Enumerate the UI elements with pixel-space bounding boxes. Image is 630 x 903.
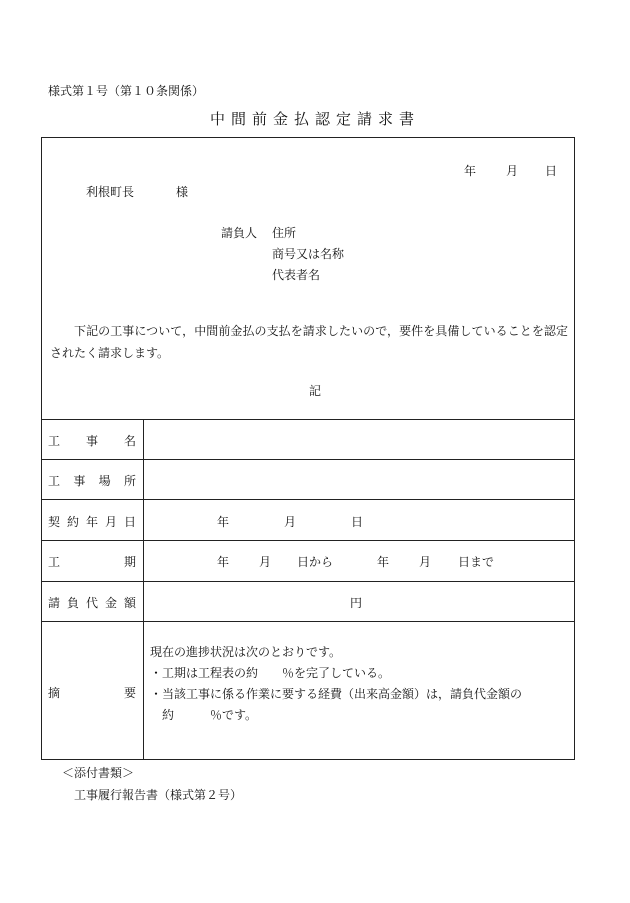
contract-amount-unit: 円 (350, 596, 363, 610)
row-label-work-location: 工 事 場 所 (48, 474, 136, 488)
attachment-item: 工事履行報告書（様式第２号） (74, 788, 243, 802)
remarks-line-2: ・工期は工程表の約 ％を完了している。 (150, 666, 391, 680)
row-label-remarks: 摘 要 (48, 686, 136, 700)
remarks-line-1: 現在の進捗状況は次のとおりです。 (150, 645, 342, 659)
document-title: 中間前金払認定請求書 (209, 110, 420, 128)
period-from-month: 月 (259, 555, 272, 569)
addressee (86, 183, 188, 200)
date-day: 日 (545, 164, 558, 178)
row-label-contract-amount: 請 負 代 金 額 (48, 596, 136, 610)
row-label-work-name: 工 事 名 (48, 434, 136, 448)
form-number: 様式第１号（第１０条関係） (48, 84, 205, 98)
contractor-address-label: 住所 (272, 226, 297, 240)
contractor-representative-label: 代表者名 (272, 268, 321, 282)
ki-heading: 記 (308, 384, 321, 398)
period-from-day: 日から (297, 555, 334, 569)
attachments-label: ＜添付書類＞ (62, 766, 135, 780)
row-divider (42, 581, 574, 582)
contract-date-month: 月 (284, 515, 297, 529)
contract-date-year: 年 (217, 515, 230, 529)
row-label-contract-date: 契 約 年 月 日 (48, 515, 136, 529)
row-divider (42, 540, 574, 541)
column-divider (143, 419, 144, 759)
remarks-line-3: ・当該工事に係る作業に要する経費（出来高金額）は，請負代金額の (150, 687, 523, 701)
row-label-work-period: 工 期 (48, 555, 136, 569)
contractor-label: 請負人 (221, 226, 258, 240)
date-year: 年 (464, 164, 477, 178)
request-body-text: 下記の工事について，中間前金払の支払を請求したいので，要件を具備していることを認定されたく請求します。 (50, 324, 568, 360)
table-top-line (42, 419, 574, 420)
contractor-company-label: 商号又は名称 (272, 247, 345, 261)
period-to-day: 日まで (458, 555, 495, 569)
row-divider (42, 621, 574, 622)
remarks-line-4: 約 ％です。 (162, 708, 258, 722)
row-divider (42, 499, 574, 500)
period-to-month: 月 (419, 555, 432, 569)
row-divider (42, 459, 574, 460)
addressee-name: 利根町長 (86, 185, 135, 199)
addressee-honorific: 様 (176, 185, 189, 199)
date-month: 月 (506, 164, 519, 178)
contract-date-day: 日 (351, 515, 364, 529)
period-to-year: 年 (377, 555, 390, 569)
period-from-year: 年 (217, 555, 230, 569)
remarks-content (150, 642, 570, 726)
